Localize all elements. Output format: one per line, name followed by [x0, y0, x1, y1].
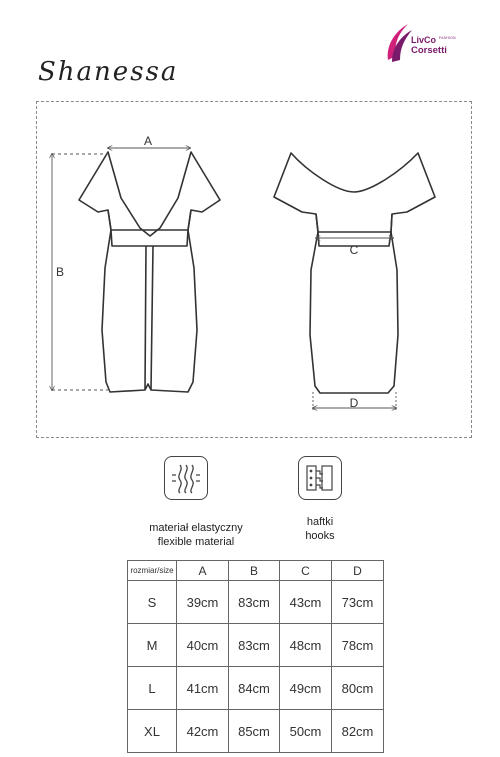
value-cell: 80cm — [332, 667, 384, 710]
feature-flexible-en: flexible material — [157, 536, 235, 548]
value-cell: 42cm — [177, 710, 229, 753]
value-cell: 50cm — [280, 710, 332, 753]
table-row — [128, 581, 384, 624]
feature-flexible-material — [136, 521, 256, 549]
feature-hooks-en: hooks — [305, 530, 335, 542]
brand-name-line1: LivCo — [411, 35, 437, 45]
dimension-label-a: A — [143, 134, 153, 148]
size-table — [127, 560, 384, 753]
value-cell: 39cm — [177, 581, 229, 624]
value-cell: 73cm — [332, 581, 384, 624]
dimension-label-d: D — [349, 396, 359, 410]
value-cell: 83cm — [229, 581, 280, 624]
size-table-header — [128, 561, 384, 581]
stretch-wave-icon — [164, 456, 208, 500]
value-cell: 78cm — [332, 624, 384, 667]
brand-tag: FASHION — [439, 36, 456, 40]
table-row — [128, 710, 384, 753]
size-cell: S — [128, 581, 177, 624]
dimension-lines — [52, 148, 396, 410]
header-b: B — [229, 561, 280, 581]
value-cell: 85cm — [229, 710, 280, 753]
size-cell: L — [128, 667, 177, 710]
value-cell: 43cm — [280, 581, 332, 624]
feature-hooks-pl: haftki — [306, 516, 334, 528]
header-d: D — [332, 561, 384, 581]
value-cell: 49cm — [280, 667, 332, 710]
size-cell: XL — [128, 710, 177, 753]
value-cell: 84cm — [229, 667, 280, 710]
dress-back-icon — [274, 153, 435, 393]
value-cell: 41cm — [177, 667, 229, 710]
value-cell: 83cm — [229, 624, 280, 667]
value-cell: 40cm — [177, 624, 229, 667]
header-a: A — [177, 561, 229, 581]
feature-hooks — [283, 515, 357, 543]
feature-flexible-pl: materiał elastyczny — [149, 522, 243, 534]
product-title: Shanessa — [38, 57, 179, 87]
header-size-label: rozmiar/size — [128, 561, 177, 581]
header-c: C — [280, 561, 332, 581]
value-cell: 82cm — [332, 710, 384, 753]
table-row — [128, 624, 384, 667]
dimension-label-b: B — [55, 265, 65, 279]
dress-front-icon — [79, 152, 220, 392]
table-row — [128, 667, 384, 710]
brand-name-line2: Corsetti — [411, 45, 447, 56]
hook-fastening-icon — [298, 456, 342, 500]
size-cell: M — [128, 624, 177, 667]
dimension-label-c: C — [349, 243, 359, 257]
value-cell: 48cm — [280, 624, 332, 667]
